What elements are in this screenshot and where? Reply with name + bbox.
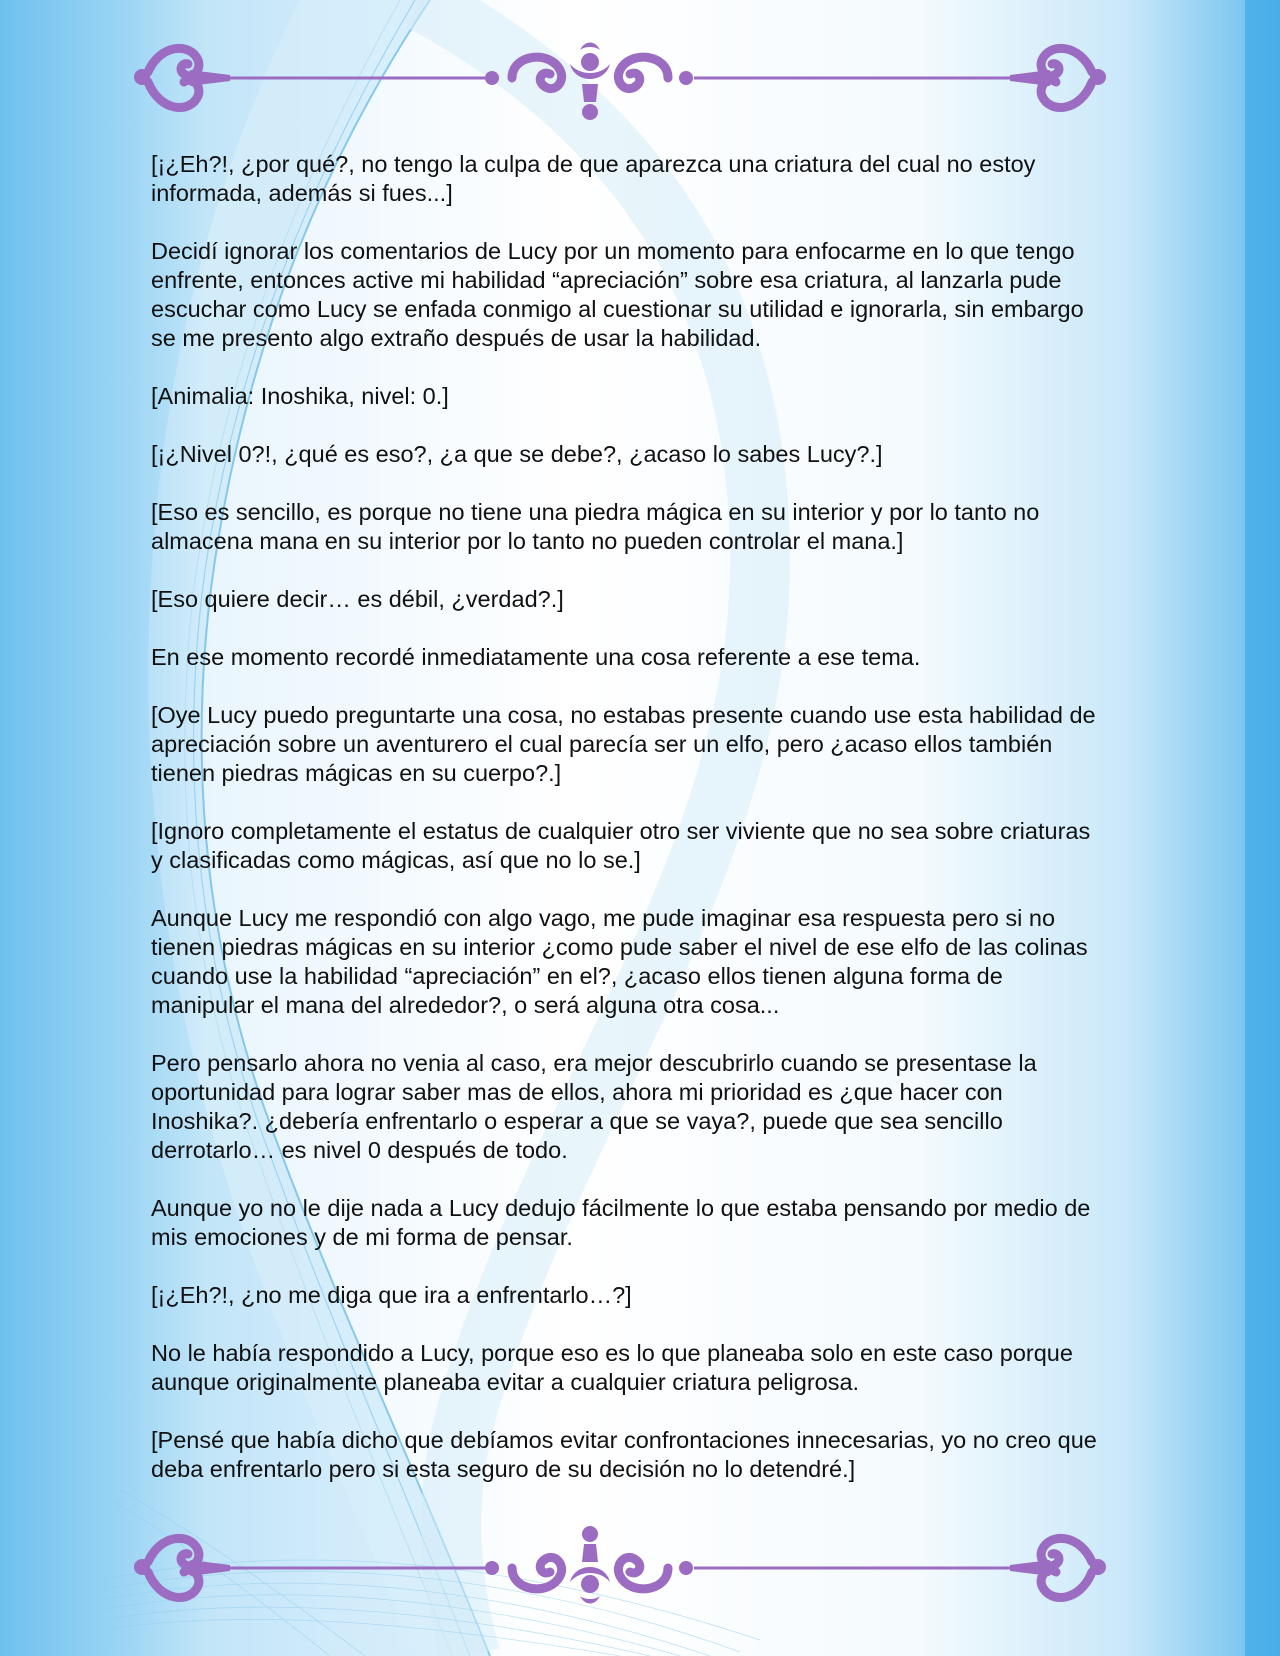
paragraph: No le había respondido a Lucy, porque eso es lo que planeaba solo en este caso porque aunque originalmente planeaba evitar a cualquier criatura peligrosa. bbox=[151, 1340, 1073, 1395]
paragraph: [Animalia: Inoshika, nivel: 0.] bbox=[151, 383, 449, 409]
paragraph: [¡¿Nivel 0?!, ¿qué es eso?, ¿a que se debe?, ¿acaso lo sabes Lucy?.] bbox=[151, 441, 883, 467]
paragraph: En ese momento recordé inmediatamente una cosa referente a ese tema. bbox=[151, 644, 921, 670]
paragraph: [Oye Lucy puedo preguntarte una cosa, no estabas presente cuando use esta habilidad de apreciación sobre un aventurero el cual parecía ser un elfo, pero ¿acaso ellos también tienen piedras mágicas en su cuerpo?.] bbox=[151, 702, 1096, 786]
top-ornament-divider bbox=[130, 22, 1110, 132]
bottom-ornament-divider bbox=[130, 1512, 1110, 1622]
paragraph: Aunque yo no le dije nada a Lucy dedujo fácilmente lo que estaba pensando por medio de mis emociones y de mi forma de pensar. bbox=[151, 1195, 1091, 1250]
paragraph: [Eso quiere decir… es débil, ¿verdad?.] bbox=[151, 586, 564, 612]
paragraph: [¡¿Eh?!, ¿no me diga que ira a enfrentarlo…?] bbox=[151, 1282, 632, 1308]
document-body bbox=[151, 150, 1101, 1513]
paragraph: [Pensé que había dicho que debíamos evitar confrontaciones innecesarias, yo no creo que deba enfrentarlo pero si esta seguro de su decisión no lo detendré.] bbox=[151, 1427, 1097, 1482]
paragraph: Aunque Lucy me respondió con algo vago, me pude imaginar esa respuesta pero si no tienen piedras mágicas en su interior ¿como pude saber el nivel de ese elfo de las colinas cuando use la habilidad “apreciación” en el?, ¿acaso ellos tienen alguna forma de manipular el mana del alrededor?, o será alguna otra cosa... bbox=[151, 905, 1088, 1018]
paragraph: Decidí ignorar los comentarios de Lucy por un momento para enfocarme en lo que tengo enfrente, entonces active mi habilidad “apreciación” sobre esa criatura, al lanzarla pude escuchar como Lucy se enfada conmigo al cuestionar su utilidad e ignorarla, sin embargo se me presento algo extraño después de usar la habilidad. bbox=[151, 238, 1084, 351]
paragraph: [Ignoro completamente el estatus de cualquier otro ser viviente que no sea sobre criaturas y clasificadas como mágicas, así que no lo se.] bbox=[151, 818, 1091, 873]
paragraph: [¡¿Eh?!, ¿por qué?, no tengo la culpa de que aparezca una criatura del cual no estoy informada, además si fues...] bbox=[151, 151, 1036, 206]
paragraph: [Eso es sencillo, es porque no tiene una piedra mágica en su interior y por lo tanto no almacena mana en su interior por lo tanto no pueden controlar el mana.] bbox=[151, 499, 1040, 554]
paragraph: Pero pensarlo ahora no venia al caso, era mejor descubrirlo cuando se presentase la oportunidad para lograr saber mas de ellos, ahora mi prioridad es ¿que hacer con Inoshika?. ¿debería enfrentarlo o esperar a que se vaya?, puede que sea sencillo derrotarlo… es nivel 0 después de todo. bbox=[151, 1050, 1037, 1163]
